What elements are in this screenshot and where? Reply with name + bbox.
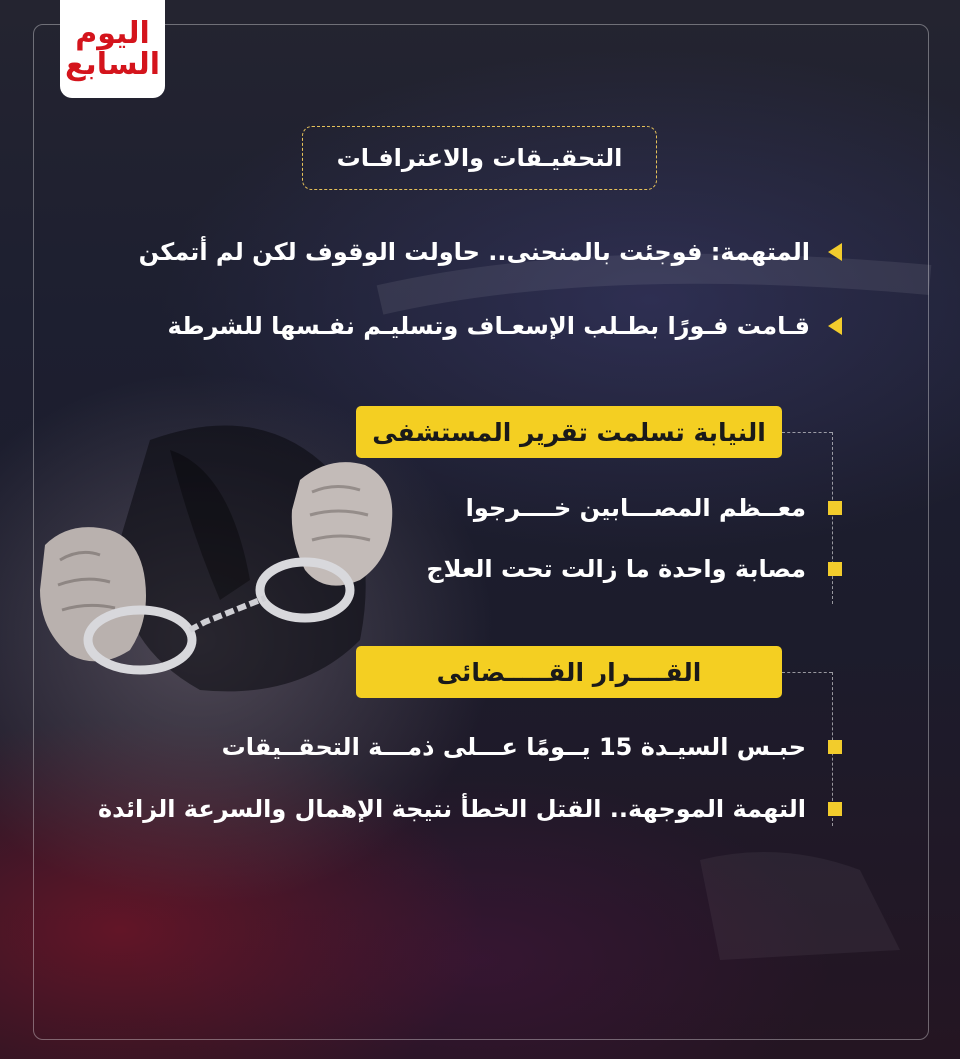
square-bullet-icon: [828, 802, 842, 816]
section2-item-2: [426, 555, 842, 583]
triangle-bullet-icon: [828, 317, 842, 335]
square-bullet-icon: [828, 562, 842, 576]
section1-item-1-text: المتهمة: فوجئت بالمنحنى.. حاولت الوقوف لكن لم أتمكن: [138, 238, 810, 266]
connector-line: [782, 432, 832, 433]
section3-item-2-text: التهمة الموجهة.. القتل الخطأ نتيجة الإهمال والسرعة الزائدة: [98, 795, 806, 823]
section3-item-1: [222, 733, 842, 761]
connector-line: [782, 672, 832, 673]
section3-item-2: [98, 795, 842, 823]
section1-item-1: [139, 238, 842, 266]
section1-title: التحقيـقات والاعترافـات: [302, 126, 657, 190]
section2-item-1-text: معــظم المصـــابين خــــرجوا: [465, 494, 806, 522]
brand-logo: [60, 0, 165, 98]
square-bullet-icon: [828, 740, 842, 754]
section1-item-2: [167, 312, 842, 340]
section3-item-1-text: حبـس السيـدة 15 يــومًا عـــلى ذمـــة التحقــيقات: [221, 733, 806, 761]
section2-item-2-text: مصابة واحدة ما زالت تحت العلاج: [426, 555, 806, 583]
logo-line1: اليوم: [75, 15, 150, 51]
logo-line2: السابع: [64, 47, 161, 82]
section2-title: النيابة تسلمت تقرير المستشفى: [356, 406, 782, 458]
section3-title: القــــرار القـــــضائى: [356, 646, 782, 698]
section2-item-1: [466, 494, 842, 522]
square-bullet-icon: [828, 501, 842, 515]
triangle-bullet-icon: [828, 243, 842, 261]
section1-item-2-text: قـامت فـورًا بطـلب الإسعـاف وتسليـم نفـسها للشرطة: [167, 312, 810, 340]
